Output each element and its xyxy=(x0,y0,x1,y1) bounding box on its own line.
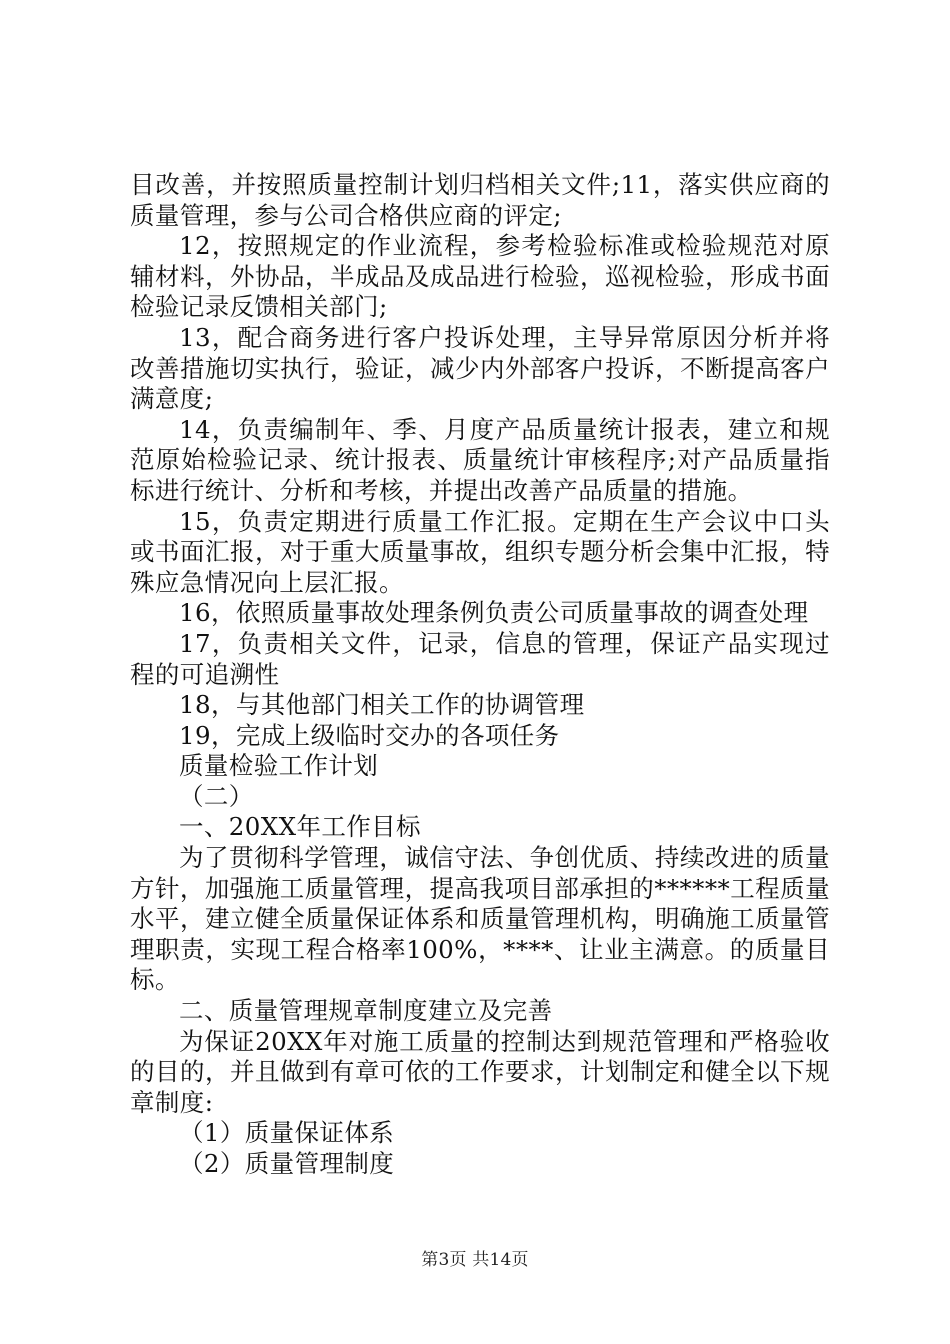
paragraph-item-19: 19，完成上级临时交办的各项任务 xyxy=(179,720,560,750)
section-number: （二） xyxy=(179,781,254,811)
page-number-footer: 第3页 共14页 xyxy=(421,1250,529,1270)
list-item-1: （1）质量保证体系 xyxy=(179,1118,395,1148)
paragraph-item-18: 18，与其他部门相关工作的协调管理 xyxy=(179,690,585,720)
paragraph-item-17: 17，负责相关文件，记录，信息的管理，保证产品实现过程的可追溯性 xyxy=(130,628,830,689)
paragraph-item-12: 12，按照规定的作业流程，参考检验标准或检验规范对原辅材料，外协品，半成品及成品进行检验，巡视检验，形成书面检验记录反馈相关部门; xyxy=(130,231,830,322)
heading-work-goals: 一、20XX年工作目标 xyxy=(179,812,421,842)
heading-rules: 二、质量管理规章制度建立及完善 xyxy=(179,996,553,1026)
paragraph-item-15: 15，负责定期进行质量工作汇报。定期在生产会议中口头或书面汇报，对于重大质量事故，组织专题分析会集中汇报，特殊应急情况向上层汇报。 xyxy=(130,506,830,597)
paragraph-goals: 为了贯彻科学管理，诚信守法、争创优质、持续改进的质量方针，加强施工质量管理，提高我项目部承担的******工程质量水平，建立健全质量保证体系和质量管理机构，明确施工质量管理职责，实现工程合格率100%，****、让业主满意。的质量目标。 xyxy=(130,843,830,995)
document-body xyxy=(130,170,830,1180)
paragraph-rules: 为保证20XX年对施工质量的控制达到规范管理和严格验收的目的，并且做到有章可依的工作要求，计划制定和健全以下规章制度: xyxy=(130,1026,830,1117)
section-heading: 质量检验工作计划 xyxy=(179,751,379,781)
list-item-2: （2）质量管理制度 xyxy=(179,1149,395,1178)
paragraph-item-16: 16，依照质量事故处理条例负责公司质量事故的调查处理 xyxy=(179,598,809,628)
paragraph-continuation: 目改善，并按照质量控制计划归档相关文件;11，落实供应商的质量管理，参与公司合格供应商的评定; xyxy=(130,170,830,230)
paragraph-item-14: 14，负责编制年、季、月度产品质量统计报表，建立和规范原始检验记录、统计报表、质量统计审核程序;对产品质量指标进行统计、分析和考核，并提出改善产品质量的措施。 xyxy=(130,414,830,505)
paragraph-item-13: 13，配合商务进行客户投诉处理，主导异常原因分析并将改善措施切实执行，验证，减少内外部客户投诉，不断提高客户满意度; xyxy=(130,322,830,414)
